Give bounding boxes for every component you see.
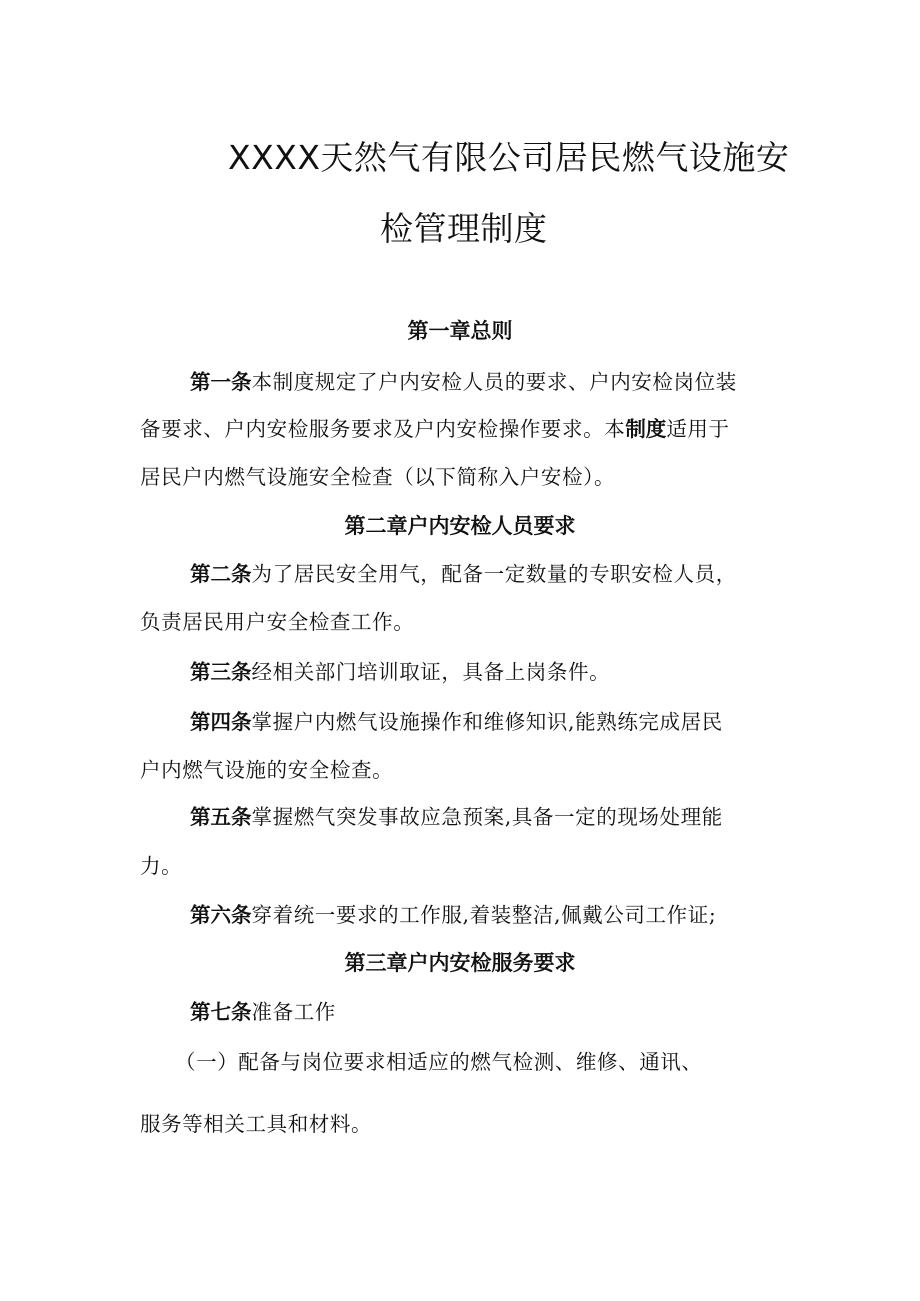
chapter-3-heading: 第三章户内安检服务要求 [344,951,576,975]
article-5-line-1 [190,800,723,830]
article-7-text-1: 准备工作 [251,1000,336,1024]
article-1-text-1: 本制度规定了户内安检人员的要求、户内安检岗位装 [251,370,737,394]
article-1-line-2 [140,412,730,442]
article-1-line-3: 居民户内燃气设施安全检查（以下简称入户安检）。 [140,465,616,489]
article-4-line-2: 户内燃气设施的安全检查。 [140,758,394,782]
article-6-label: 第六条 [190,903,252,927]
article-2-text-1: 为了居民安全用气，配备一定数量的专职安检人员， [251,562,737,586]
article-4-line-1 [190,705,723,735]
article-2-line-1 [190,557,737,587]
article-5-text-1: 掌握燃气突发事故应急预案,具备一定的现场处理能 [251,805,723,829]
article-5-label: 第五条 [190,805,252,829]
item-1-line-2: 服务等相关工具和材料。 [140,1112,373,1136]
article-4-text-1: 掌握户内燃气设施操作和维修知识,能熟练完成居民 [251,710,723,734]
article-1-line-1 [190,365,737,395]
article-1-text-2a: 备要求、户内安检服务要求及户内安检操作要求。本 [140,417,626,441]
article-7-line-1 [190,995,336,1025]
article-2-line-2: 负责居民用户安全检查工作。 [140,610,415,634]
document-title-line-1: XXXX天然气有限公司居民燃气设施安 [228,138,790,177]
article-2-label: 第二条 [190,562,252,586]
article-6-text-1: 穿着统一要求的工作服,着装整洁,佩戴公司工作证; [251,903,717,927]
article-3-label: 第三条 [190,660,252,684]
article-5-line-2: 力。 [140,854,183,878]
article-3-line-1 [190,655,610,685]
article-1-text-2c: 适用于 [666,417,730,441]
article-7-label: 第七条 [190,1000,252,1024]
article-4-label: 第四条 [190,710,252,734]
article-1-label: 第一条 [190,370,252,394]
chapter-1-heading: 第一章总则 [407,319,513,343]
chapter-2-heading: 第二章户内安检人员要求 [344,514,576,538]
article-6-line-1 [190,898,716,928]
document-title-line-2: 检管理制度 [380,209,548,248]
article-1-emphasis: 制度 [625,417,667,441]
article-3-text-1: 经相关部门培训取证，具备上岗条件。 [251,660,611,684]
item-1-line-1: （一）配备与岗位要求相适应的燃气检测、维修、通讯、 [175,1050,703,1074]
